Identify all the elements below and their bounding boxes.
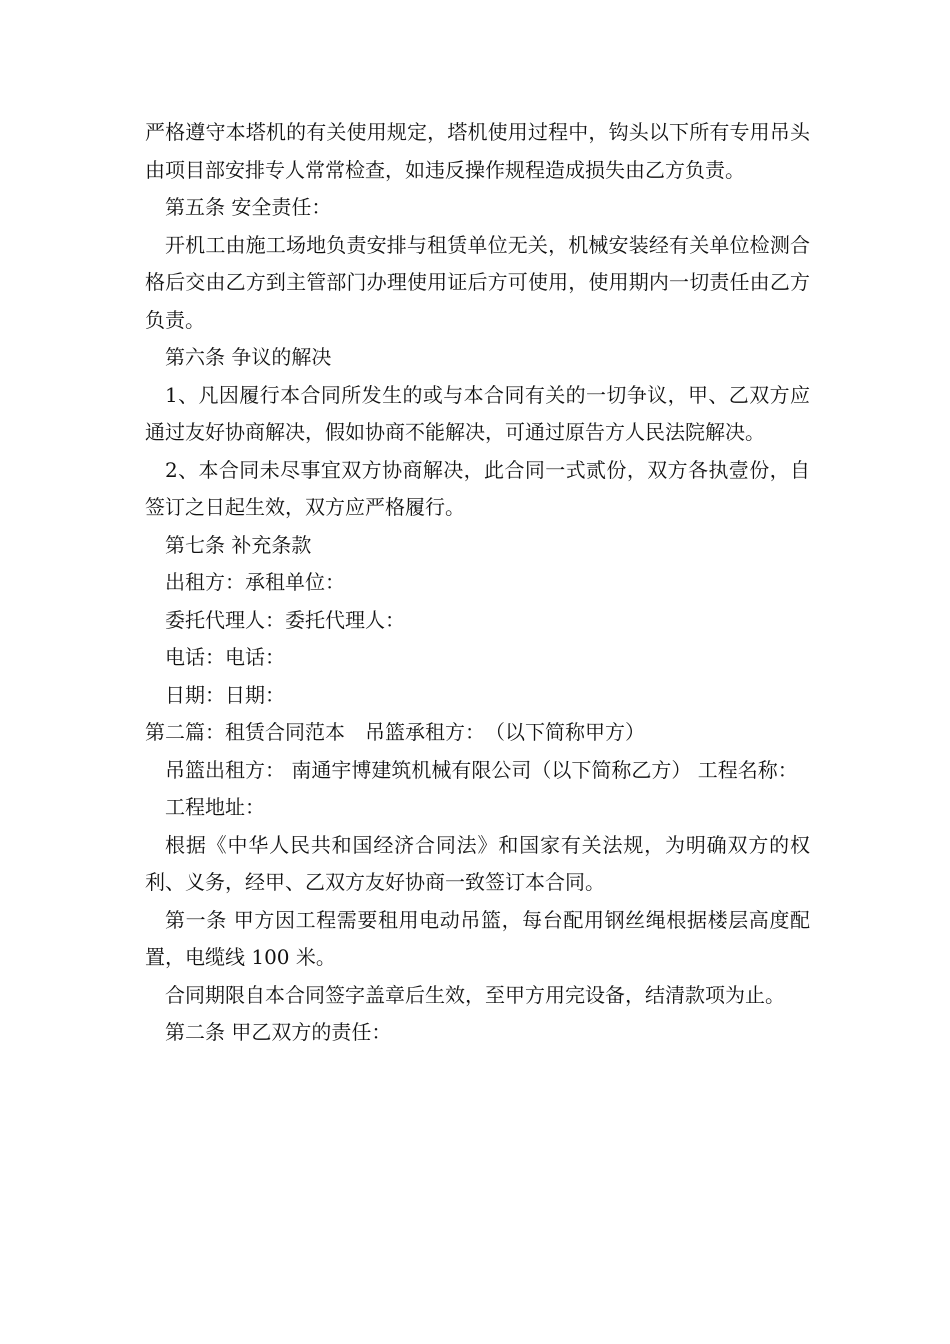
paragraph-6: 第七条 补充条款 xyxy=(165,532,312,557)
paragraph-13: 工程地址： xyxy=(165,795,265,819)
paragraph-14: 根据《中华人民共和国经济合同法》和国家有关法规，为明确双方的权利、义务，经甲、乙双方友好协商一致签订本合同。 xyxy=(145,832,810,894)
paragraph-1: 第五条 安全责任： xyxy=(165,195,332,219)
paragraph-16: 合同期限自本合同签字盖章后生效，至甲方用完设备，结清款项为止。 xyxy=(165,982,785,1007)
paragraph-11: 第二篇：租赁合同范本 吊篮承租方： （以下简称甲方） xyxy=(145,720,645,744)
paragraph-17: 第二条 甲乙双方的责任： xyxy=(165,1020,392,1044)
paragraph-7: 出租方：承租单位： xyxy=(165,570,345,594)
paragraph-0: 严格遵守本塔机的有关使用规定，塔机使用过程中，钩头以下所有专用吊头由项目部安排专人常常检查，如违反操作规程造成损失由乙方负责。 xyxy=(145,120,810,182)
paragraph-4: 1、凡因履行本合同所发生的或与本合同有关的一切争议，甲、乙双方应通过友好协商解决，假如协商不能解决，可通过原告方人民法院解决。 xyxy=(145,382,810,444)
paragraph-9: 电话：电话： xyxy=(165,645,285,669)
paragraph-12: 吊篮出租方： 南通宇博建筑机械有限公司（以下简称乙方） 工程名称： xyxy=(165,757,798,782)
paragraph-10: 日期：日期： xyxy=(165,682,285,707)
paragraph-8: 委托代理人：委托代理人： xyxy=(165,607,405,632)
paragraph-3: 第六条 争议的解决 xyxy=(165,345,332,369)
document-body xyxy=(145,114,810,1052)
paragraph-15: 第一条 甲方因工程需要租用电动吊篮，每台配用钢丝绳根据楼层高度配置，电缆线 100 米。 xyxy=(145,907,810,969)
paragraph-2: 开机工由施工场地负责安排与租赁单位无关，机械安装经有关单位检测合格后交由乙方到主管部门办理使用证后方可使用，使用期内一切责任由乙方负责。 xyxy=(145,232,810,332)
paragraph-5: 2、本合同未尽事宜双方协商解决，此合同一式贰份，双方各执壹份，自签订之日起生效，双方应严格履行。 xyxy=(145,457,810,519)
